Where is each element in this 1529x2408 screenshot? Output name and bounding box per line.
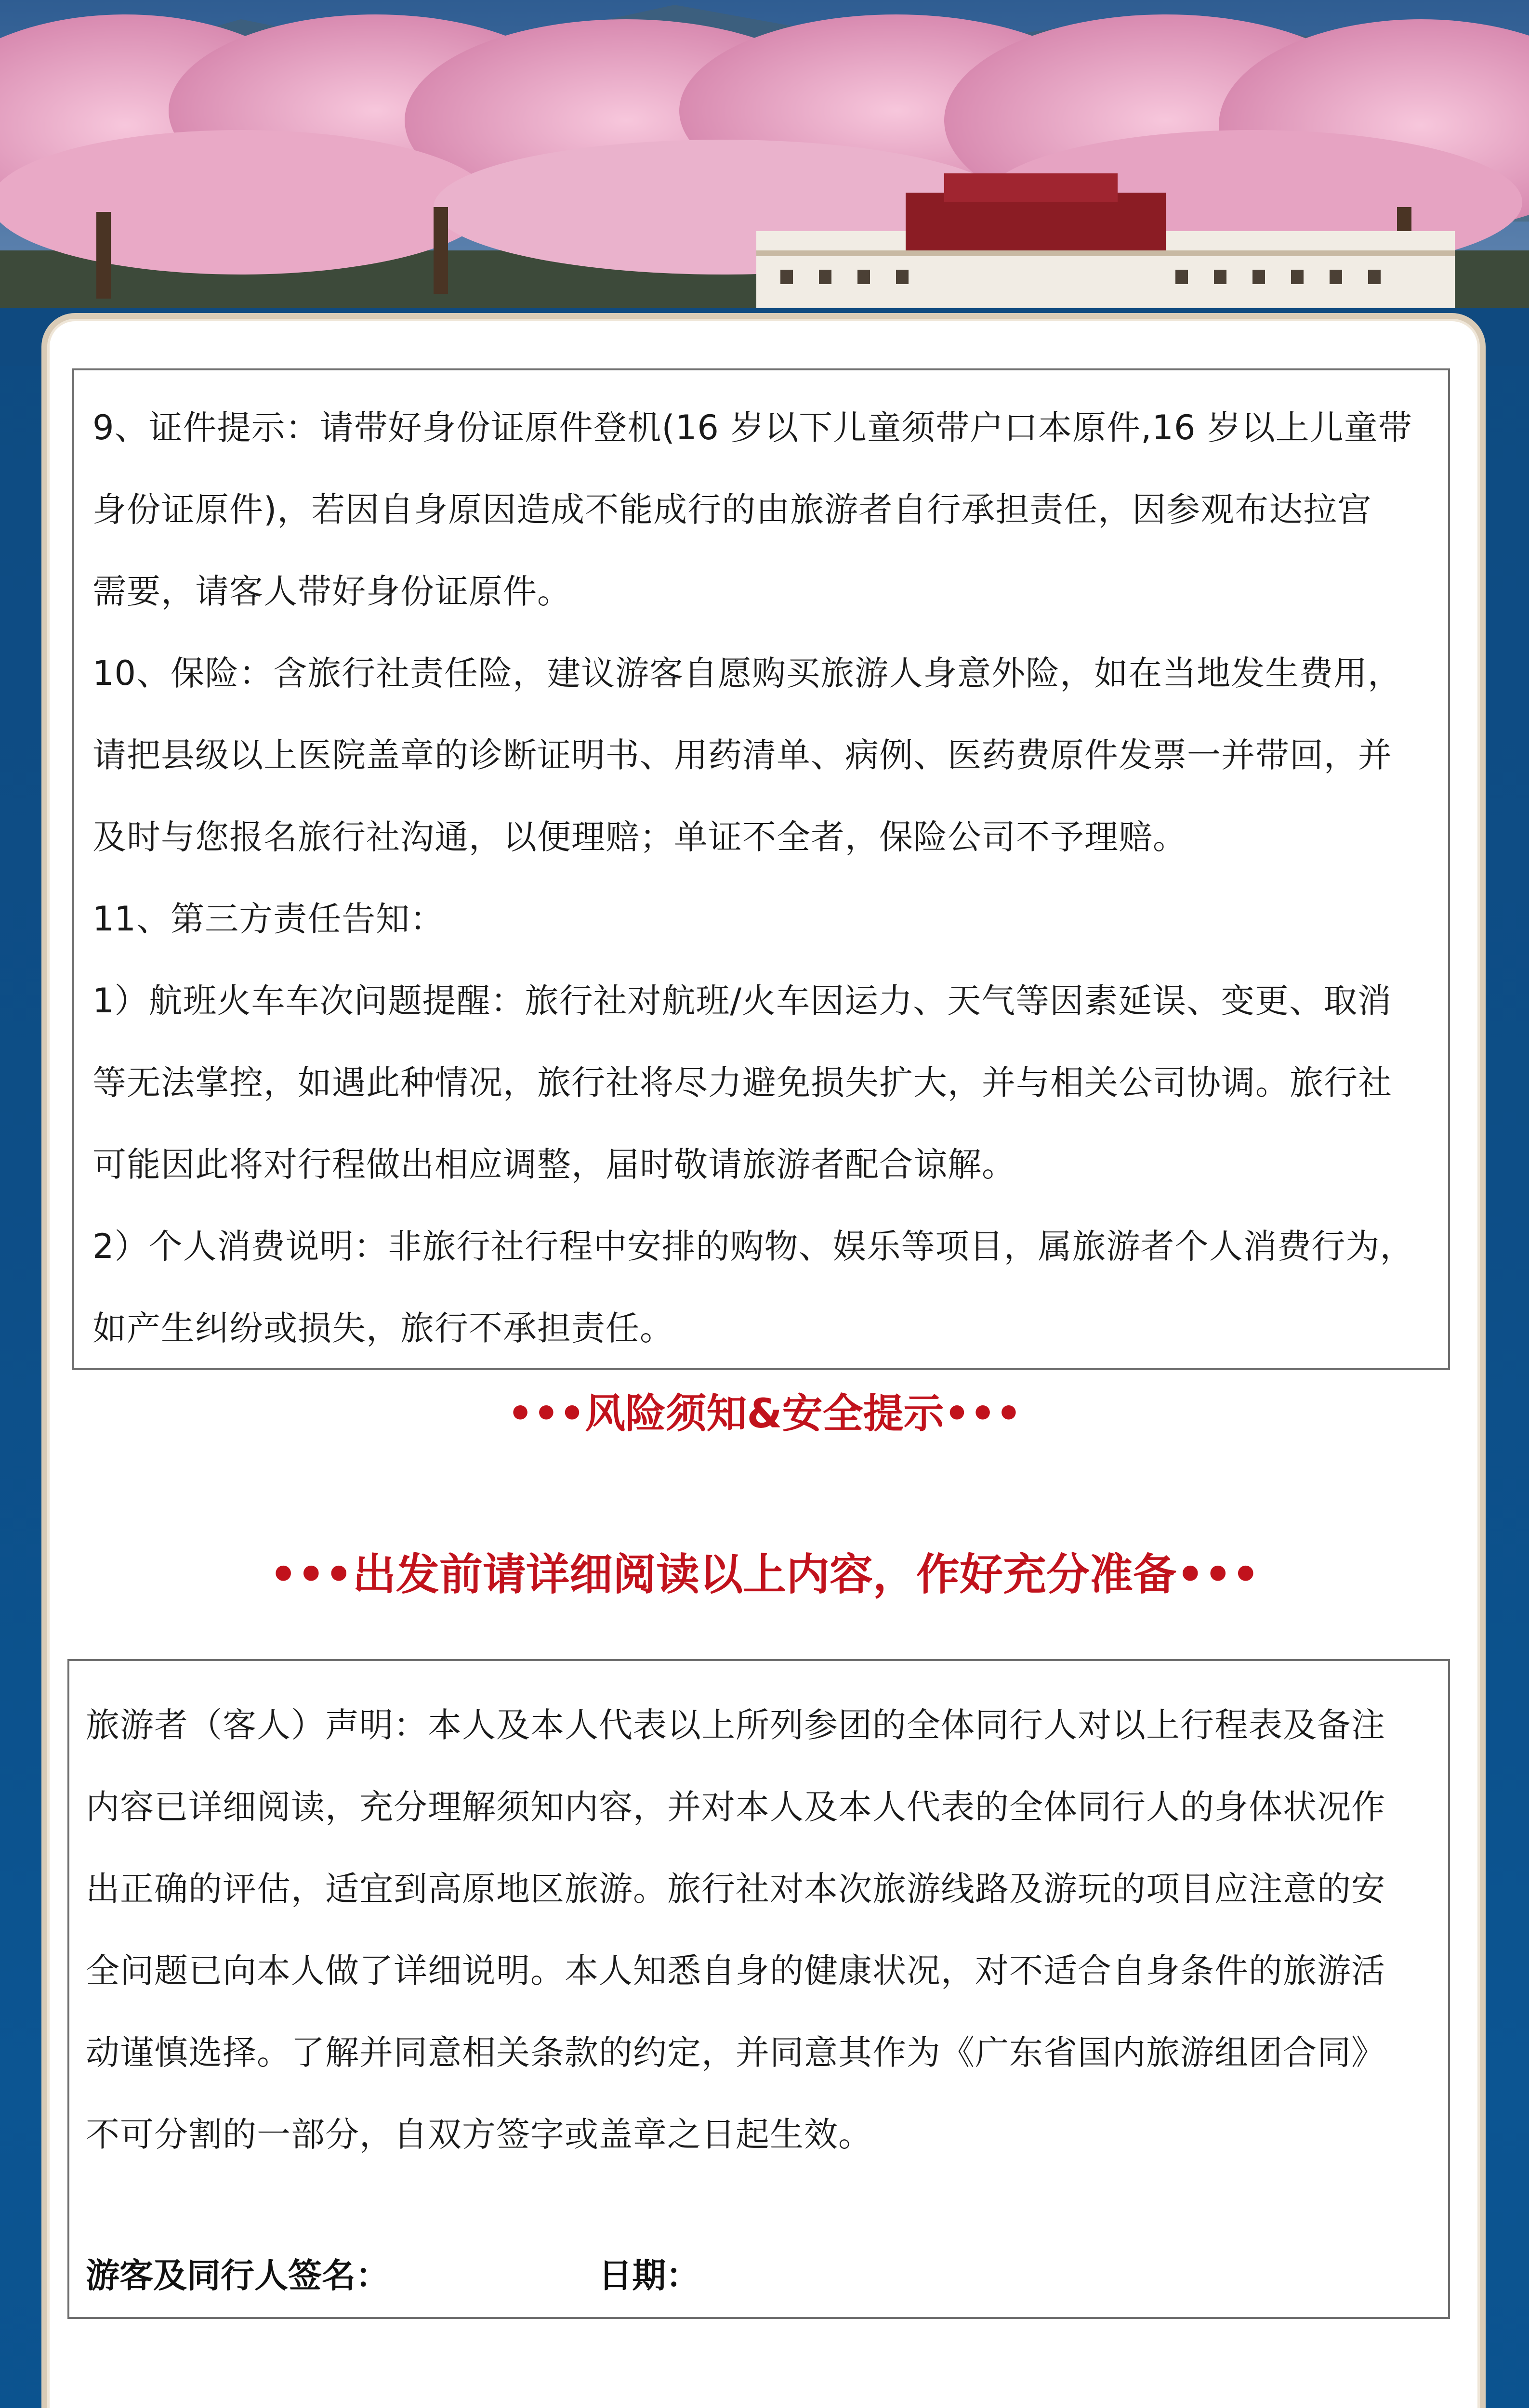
declaration-line: 全问题已向本人做了详细说明。本人知悉自身的健康状况，对不适合自身条件的旅游活	[86, 1951, 1385, 1990]
notes-line: 请把县级以上医院盖章的诊断证明书、用药清单、病例、医药费原件发票一并带回，并	[92, 735, 1392, 775]
risk-notice-banner: •••风险须知&安全提示•••	[507, 1390, 1022, 1437]
read-carefully-banner: •••出发前请详细阅读以上内容，作好充分准备•••	[269, 1549, 1260, 1600]
notes-line: 11、第三方责任告知：	[92, 899, 445, 939]
notes-line: 需要，请客人带好身份证原件。	[92, 572, 571, 611]
declaration-line: 内容已详细阅读，充分理解须知内容，并对本人及本人代表的全体同行人的身体状况作	[86, 1787, 1385, 1827]
hero-image-cherry-blossom-potala	[0, 0, 1529, 366]
date-label: 日期：	[598, 2256, 700, 2295]
notes-box	[72, 368, 1450, 1370]
notes-line: 如产生纠纷或损失，旅行不承担责任。	[92, 1309, 674, 1348]
notes-line: 等无法掌控，如遇此种情况，旅行社将尽力避免损失扩大，并与相关公司协调。旅行社	[92, 1063, 1392, 1102]
notes-line: 可能因此将对行程做出相应调整，届时敬请旅游者配合谅解。	[92, 1145, 1016, 1184]
notes-line: 身份证原件)，若因自身原因造成不能成行的由旅游者自行承担责任，因参观布达拉宫	[92, 490, 1372, 529]
notes-line: 1）航班火车车次问题提醒：旅行社对航班/火车因运力、天气等因素延误、变更、取消	[92, 981, 1392, 1021]
notes-line: 9、证件提示：请带好身份证原件登机(16 岁以下儿童须带户口本原件,16 岁以上儿童带	[92, 408, 1412, 447]
declaration-box	[67, 1659, 1450, 2319]
declaration-line: 出正确的评估，适宜到高原地区旅游。旅行社对本次旅游线路及游玩的项目应注意的安	[86, 1869, 1385, 1909]
declaration-line: 动谨慎选择。了解并同意相关条款的约定，并同意其作为《广东省国内旅游组团合同》	[86, 2033, 1385, 2072]
declaration-line: 旅游者（客人）声明：本人及本人代表以上所列参团的全体同行人对以上行程表及备注	[86, 1705, 1385, 1745]
notes-line: 10、保险：含旅行社责任险，建议游客自愿购买旅游人身意外险，如在当地发生费用，	[92, 654, 1402, 693]
signature-row	[86, 2249, 699, 2297]
signature-label: 游客及同行人签名：	[86, 2256, 389, 2295]
declaration-line: 不可分割的一部分，自双方签字或盖章之日起生效。	[86, 2115, 872, 2154]
notes-line: 及时与您报名旅行社沟通，以便理赔；单证不全者，保险公司不予理赔。	[92, 817, 1187, 857]
notes-line: 2）个人消费说明：非旅行社行程中安排的购物、娱乐等项目，属旅游者个人消费行为，	[92, 1227, 1414, 1266]
